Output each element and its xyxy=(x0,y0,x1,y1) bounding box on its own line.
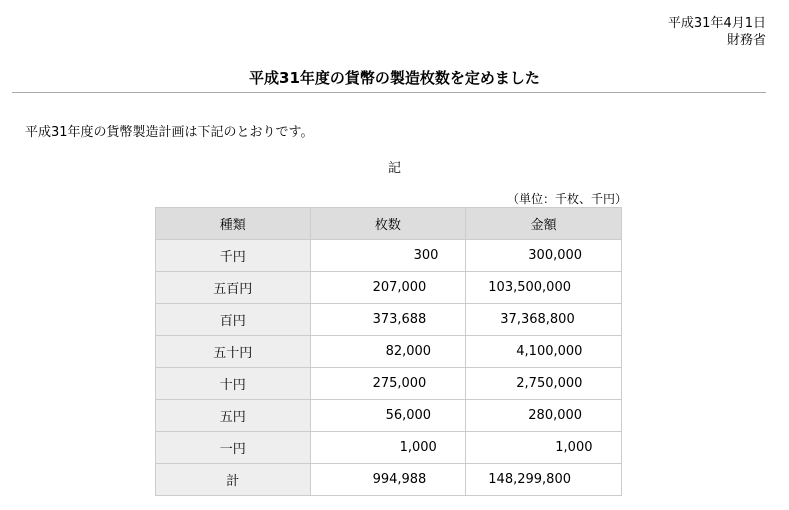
cell-type: 百円 xyxy=(156,304,311,336)
announcement-date: 平成31年4月1日 xyxy=(667,16,766,31)
ki-heading: 記 xyxy=(387,161,401,176)
table-row xyxy=(156,272,622,304)
cell-amount: 103,500,000 xyxy=(488,280,571,295)
cell-count: 56,000 xyxy=(385,408,432,423)
table-row xyxy=(156,368,622,400)
cell-amount: 4,100,000 xyxy=(516,344,583,359)
cell-amount: 148,299,800 xyxy=(488,472,571,487)
cell-type: 千円 xyxy=(156,240,311,272)
cell-count: 300 xyxy=(413,248,439,263)
header-type: 種類 xyxy=(156,208,311,240)
cell-amount: 2,750,000 xyxy=(516,376,583,391)
unit-note: （単位：千枚、千円） xyxy=(506,192,627,206)
header-count: 枚数 xyxy=(310,208,466,240)
cell-type: 五百円 xyxy=(156,272,311,304)
cell-type: 五円 xyxy=(156,400,311,432)
ministry-name: 財務省 xyxy=(726,33,766,48)
cell-amount: 280,000 xyxy=(528,408,583,423)
page-title: 平成31年度の貨幣の製造枚数を定めました xyxy=(249,69,540,87)
cell-count: 82,000 xyxy=(385,344,432,359)
cell-count: 1,000 xyxy=(399,440,437,455)
title-divider xyxy=(12,92,766,93)
cell-amount: 1,000 xyxy=(555,440,593,455)
cell-amount: 37,368,800 xyxy=(500,312,575,327)
intro-text: 平成31年度の貨幣製造計画は下記のとおりです。 xyxy=(25,125,314,140)
cell-count: 994,988 xyxy=(372,472,427,487)
table-row xyxy=(156,400,622,432)
cell-count: 373,688 xyxy=(372,312,427,327)
cell-count: 207,000 xyxy=(372,280,427,295)
cell-type: 五十円 xyxy=(156,336,311,368)
table-row xyxy=(156,304,622,336)
table-header-row xyxy=(156,208,622,240)
header-meta xyxy=(668,15,766,49)
table-row xyxy=(156,464,622,496)
table-row xyxy=(156,432,622,464)
cell-count: 275,000 xyxy=(372,376,427,391)
header-amount: 金額 xyxy=(466,208,622,240)
table-row xyxy=(156,336,622,368)
cell-type: 一円 xyxy=(156,432,311,464)
cell-type: 十円 xyxy=(156,368,311,400)
cell-amount: 300,000 xyxy=(528,248,583,263)
cell-type: 計 xyxy=(156,464,311,496)
table-row xyxy=(156,240,622,272)
coin-production-table xyxy=(155,207,622,496)
